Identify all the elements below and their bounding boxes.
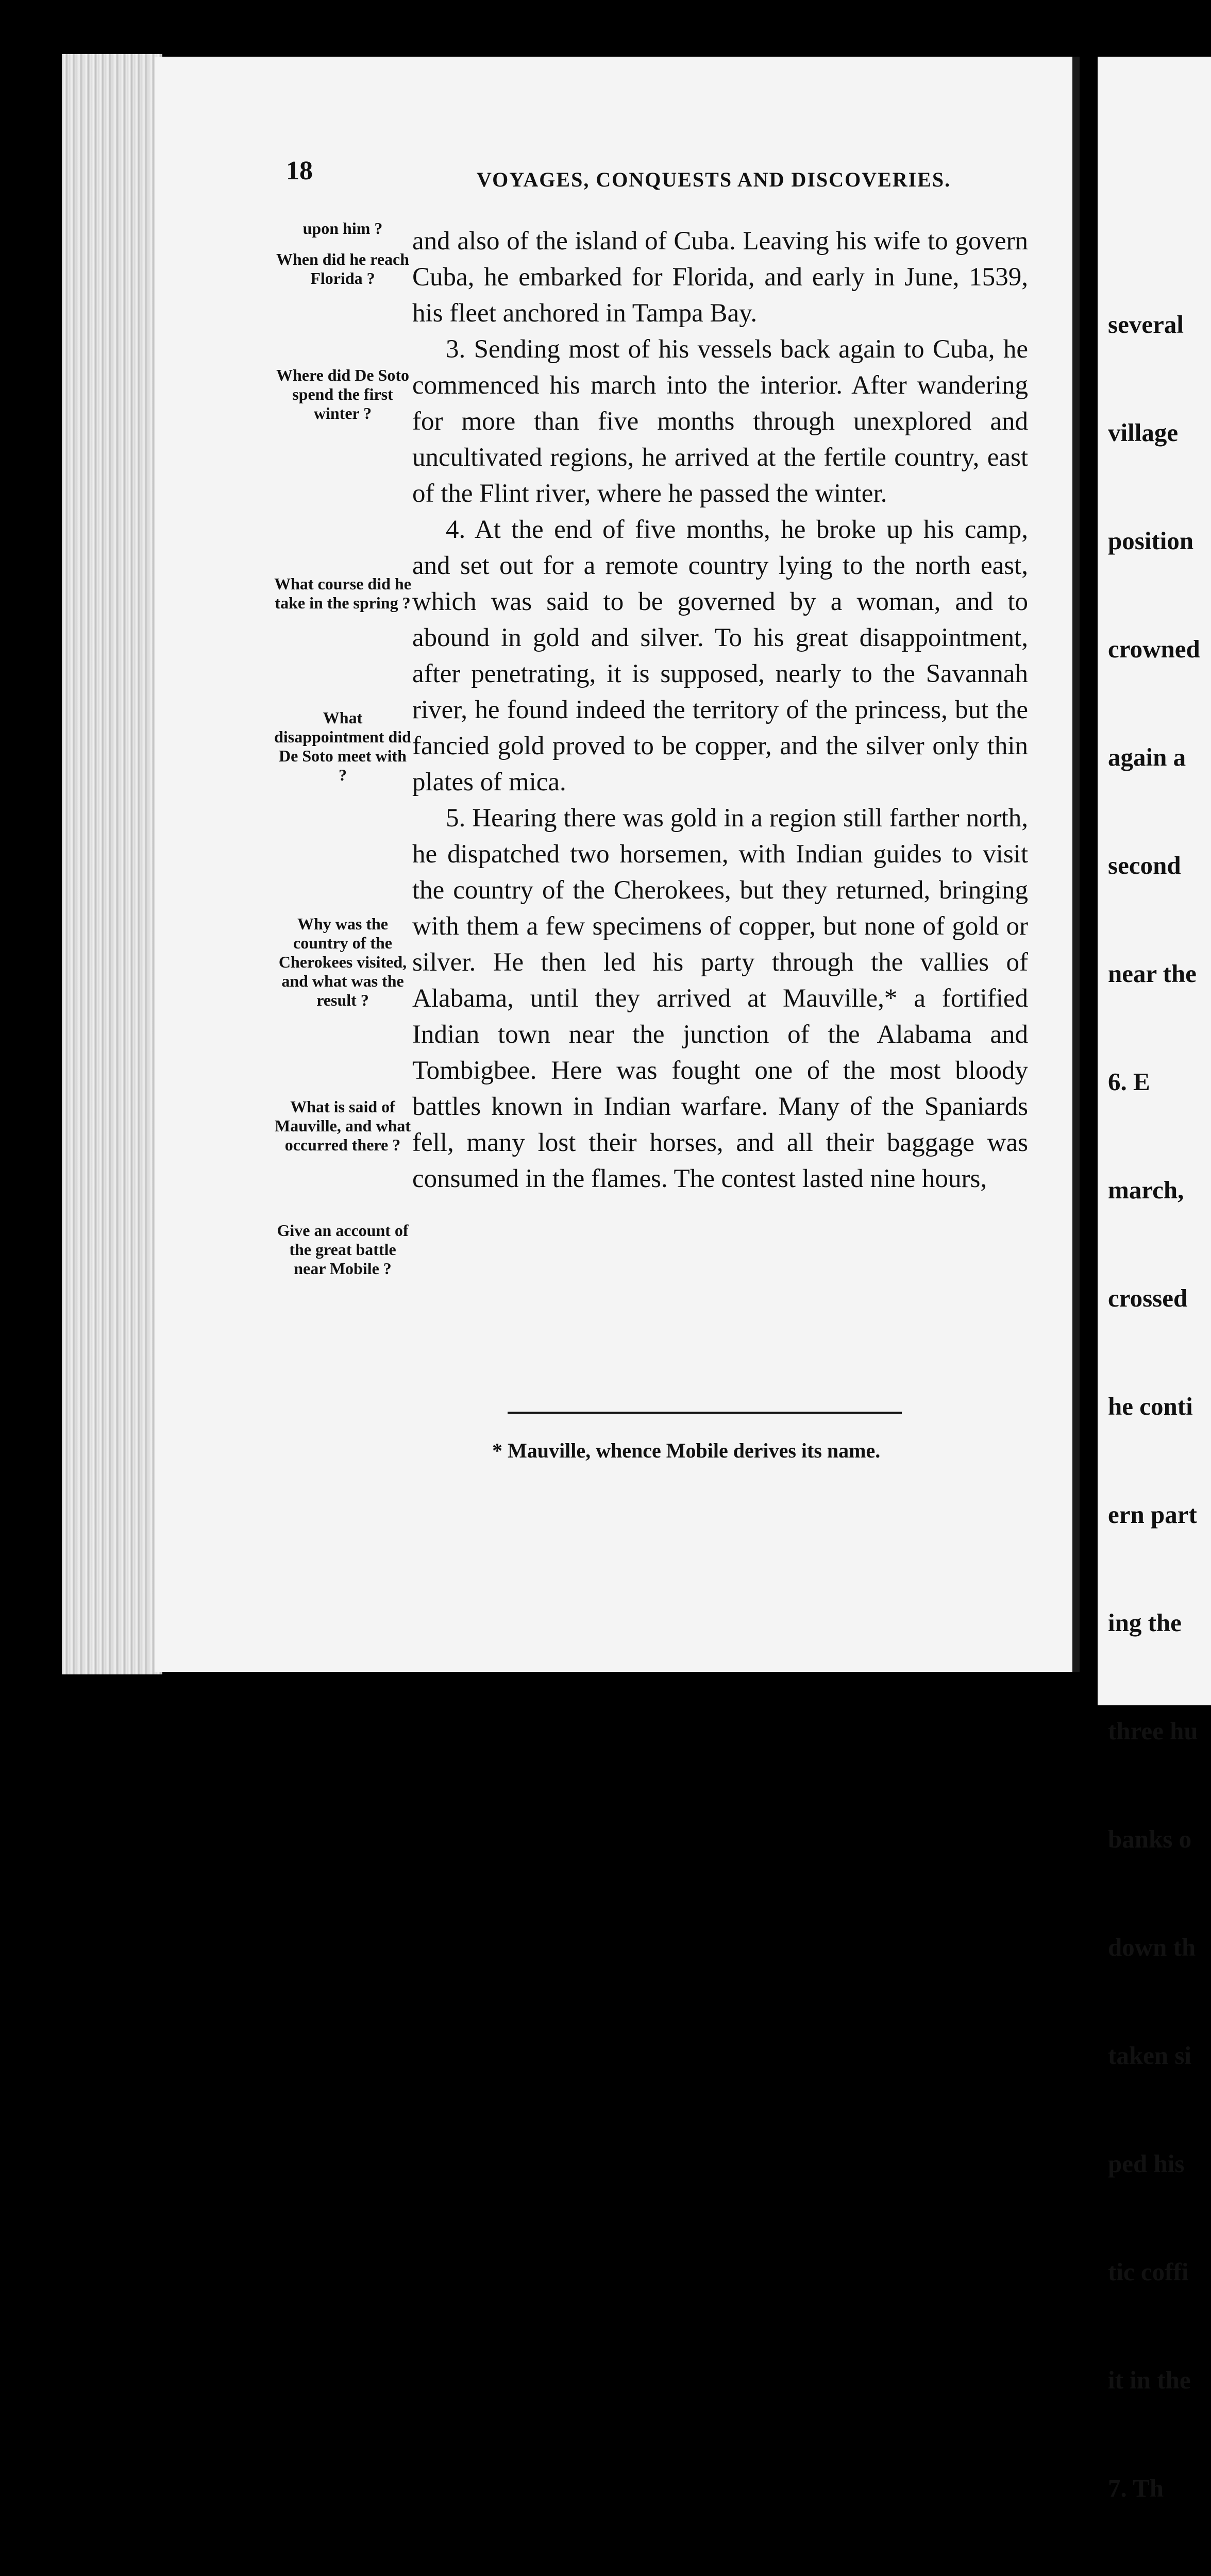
next-page-line: ped his (1108, 2149, 1185, 2178)
next-page-line: crossed (1108, 1284, 1188, 1312)
next-page-line: again a (1108, 743, 1186, 771)
footnote-rule (508, 1412, 902, 1414)
side-question: upon him ? (302, 219, 383, 238)
running-head: VOYAGES, CONQUESTS AND DISCOVERIES. (477, 168, 951, 191)
next-page-line: taken si (1108, 2041, 1192, 2070)
next-page-line: position (1108, 527, 1194, 555)
next-page-line: it in the (1108, 2366, 1191, 2394)
next-page-line: village (1108, 418, 1179, 447)
next-page-line: three hu (1108, 1717, 1198, 1745)
next-page-line: several (1108, 310, 1184, 338)
side-question: Give an account of the great battle near Mobile ? (277, 1221, 409, 1278)
next-page-text (1108, 234, 1201, 2576)
paragraph: and also of the island of Cuba. Leaving his wife to govern Cuba, he embarked for Florida, and early in June, 1539, his fleet anchored in Tampa Bay. (412, 227, 1028, 328)
next-page-line: ing the (1108, 1608, 1182, 1637)
side-question: Why was the country of the Cherokees visited, and what was the result ? (278, 914, 407, 1009)
next-page-line: crowned (1108, 635, 1200, 663)
book-page-edges (62, 54, 162, 1674)
paragraph: 4. At the end of five months, he broke up his camp, and set out for a remote country lying to the north east, which was said to be governed by a woman, and to abound in gold and silver. To his great disappointment, after penetrating, it is supposed, nearly to the Savannah river, he found indeed the territory of the princess, but the fancied gold proved to be copper, and the silver only thin plates of mica. (412, 515, 1028, 796)
next-page-line: near the (1108, 959, 1197, 988)
footnote: * Mauville, whence Mobile derives its name. (492, 1439, 881, 1462)
next-page-line: down th (1108, 1933, 1196, 1961)
side-question: What disappointment did De Soto meet with ? (274, 708, 411, 784)
next-page-line: tic coffi (1108, 2258, 1189, 2286)
next-page-line: second (1108, 851, 1181, 879)
next-page-line: banks o (1108, 1825, 1192, 1853)
side-question: What course did he take in the spring ? (274, 574, 411, 612)
next-page-line: he conti (1108, 1392, 1193, 1420)
side-question: What is said of Mauville, and what occurred there ? (274, 1097, 411, 1154)
next-page-line: march, (1108, 1176, 1184, 1204)
page-number: 18 (286, 156, 313, 185)
next-page-line: 7. Th (1108, 2474, 1164, 2502)
paragraph: 3. Sending most of his vessels back again to Cuba, he commenced his march into the interior. After wandering for more than five months through unexplored and uncultivated regions, he arrived at the fertile country, east of the Flint river, where he passed the winter. (412, 335, 1028, 508)
next-page-line: ern part (1108, 1500, 1197, 1529)
next-page-line: 6. E (1108, 1067, 1150, 1096)
side-question: Where did De Soto spend the first winter ? (276, 366, 410, 422)
side-question: When did he reach Florida ? (276, 250, 410, 287)
paragraph: 5. Hearing there was gold in a region still farther north, he dispatched two horsemen, with Indian guides to visit the country of the Cherokees, but they returned, bringing with them a few specimens of copper, but none of gold or silver. He then led his party through the vallies of Alabama, until they arrived at Mauville,* a fortified Indian town near the junction of the Alabama and Tombigbee. Here was fought one of the most bloody battles known in Indian warfare. Many of the Spaniards fell, many lost their horses, and all their baggage was consumed in the flames. The contest lasted nine hours, (412, 804, 1028, 1193)
body-text (412, 223, 1028, 1197)
